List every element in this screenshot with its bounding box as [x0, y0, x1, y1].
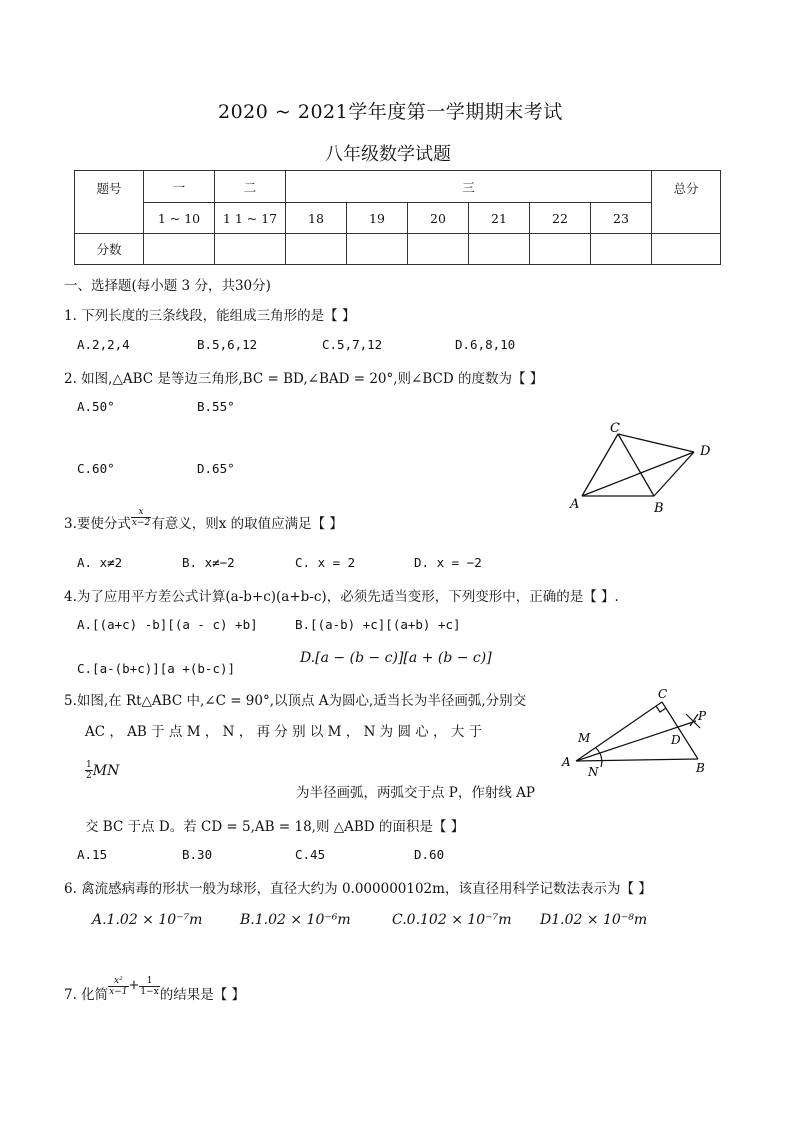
- range-11-17: 1 1 ~ 17: [215, 203, 286, 234]
- exam-title: 2020 ~ 2021学年度第一学期期末考试: [218, 101, 563, 123]
- q-22: 22: [530, 203, 591, 234]
- score-cell[interactable]: [469, 234, 530, 265]
- q-18: 18: [286, 203, 347, 234]
- q3-suffix: 有意义，则x 的取值应满足【 】: [151, 516, 343, 532]
- score-cell[interactable]: [408, 234, 469, 265]
- q5-figure: [558, 684, 718, 780]
- q6-option-b: B.1.02 × 10⁻⁶m: [240, 912, 351, 928]
- q1-option-b: B.5,6,12: [197, 337, 258, 352]
- q2-label-d: D: [700, 444, 711, 459]
- q5-label-d: D: [671, 733, 681, 747]
- q6-option-c: C.0.102 × 10⁻⁷m: [392, 912, 512, 928]
- score-cell[interactable]: [652, 234, 721, 265]
- q3-option-a: A. x≠2: [77, 555, 123, 570]
- score-cell[interactable]: [347, 234, 408, 265]
- q1-option-a: A.2,2,4: [77, 337, 130, 352]
- q5-label-c: C: [658, 687, 668, 701]
- exam-subtitle: 八年级数学试题: [325, 144, 451, 165]
- q6-option-a: A.1.02 × 10⁻⁷m: [92, 912, 203, 928]
- range-1-10: 1 ~ 10: [144, 203, 215, 234]
- q-20: 20: [408, 203, 469, 234]
- q7-suffix: 的结果是【 】: [159, 987, 246, 1003]
- q-19: 19: [347, 203, 408, 234]
- q5-line3: 为半径画弧，两弧交于点 P，作射线 AP: [296, 785, 535, 801]
- q-23: 23: [591, 203, 652, 234]
- q4-option-a: A.[(a+c) -b][(a - c) +b]: [77, 617, 258, 632]
- q1-option-c: C.5,7,12: [322, 337, 383, 352]
- q3-fraction: $\frac{x}{x-2}$: [131, 507, 151, 528]
- q5-option-c: C.45: [295, 847, 326, 862]
- q3-prefix: 3.要使分式: [64, 516, 131, 532]
- q2-label-b: B: [654, 501, 664, 516]
- score-cell[interactable]: [286, 234, 347, 265]
- section-two: 二: [215, 171, 286, 203]
- q3-text: [64, 507, 343, 532]
- q2-option-d: D.65°: [197, 461, 235, 476]
- q5-line4: 交 BC 于点 D。若 CD = 5,AB = 18,则 △ABD 的面积是【 】: [85, 819, 465, 835]
- q5-line2: AC ， AB 于 点 M ， N ， 再 分 别 以 M ， N 为 圆 心 ， 大 于: [85, 724, 483, 740]
- q2-option-c: C.60°: [77, 461, 115, 476]
- q5-option-b: B.30: [182, 847, 213, 862]
- q3-option-c: C. x = 2: [295, 555, 356, 570]
- q1-option-d: D.6,8,10: [455, 337, 516, 352]
- score-cell[interactable]: [591, 234, 652, 265]
- section-one: 一: [144, 171, 215, 203]
- q4-option-c: C.[a-(b+c)][a +(b-c)]: [77, 661, 236, 676]
- q5-half: $\frac{1}{2}$: [86, 760, 92, 781]
- q6-text: 6. 禽流感病毒的形状一般为球形，直径大约为 0.000000102m，该直径用科学记数法表示为【 】: [64, 881, 652, 897]
- q3-option-b: B. x≠−2: [182, 555, 235, 570]
- q2-option-a: A.50°: [77, 399, 115, 414]
- score-label: 分数: [75, 234, 144, 265]
- q1-text: 1. 下列长度的三条线段，能组成三角形的是【 】: [64, 308, 356, 324]
- q5-label-m: M: [578, 731, 591, 745]
- q5-option-d: D.60: [414, 847, 445, 862]
- q5-label-b: B: [696, 761, 705, 775]
- q2-text: 2. 如图,△ABC 是等边三角形,BC = BD,∠BAD = 20°,则∠BCD 的度数为【 】: [64, 371, 544, 387]
- q7-fraction-2: $\frac{1}{1-x}$: [140, 976, 159, 997]
- q3-option-d: D. x = −2: [414, 555, 482, 570]
- score-cell[interactable]: [144, 234, 215, 265]
- score-cell[interactable]: [530, 234, 591, 265]
- q7-prefix: 7. 化简: [64, 987, 109, 1003]
- section-heading: 一、选择题(每小题 3 分，共30分): [64, 278, 271, 294]
- header-question-no: 题号: [75, 171, 144, 234]
- q-21: 21: [469, 203, 530, 234]
- q4-text: 4.为了应用平方差公式计算(a-b+c)(a+b-c)，必须先适当变形，下列变形中，正确的是【 】.: [64, 589, 619, 605]
- q2-label-a: A: [570, 497, 580, 512]
- q4-option-d: D.[a − (b − c)][a + (b − c)]: [300, 650, 492, 666]
- q5-option-a: A.15: [77, 847, 108, 862]
- section-three: 三: [286, 171, 652, 203]
- q7-plus: +: [128, 978, 140, 993]
- q2-option-b: B.55°: [197, 399, 235, 414]
- q5-line1: 5.如图,在 Rt△ABC 中,∠C = 90°,以顶点 A为圆心,适当长为半径画弧,分别交: [64, 693, 527, 709]
- score-table: [74, 170, 721, 265]
- q2-label-c: C: [610, 421, 620, 436]
- q2-figure: [562, 418, 722, 518]
- q5-label-p: P: [698, 709, 707, 723]
- q7-text: [64, 978, 245, 1003]
- score-cell[interactable]: [215, 234, 286, 265]
- header-total: 总分: [652, 171, 721, 234]
- q5-half-mn: $\frac{1}{2}$ MN: [86, 760, 120, 781]
- q4-option-b: B.[(a-b) +c][(a+b) +c]: [295, 617, 461, 632]
- q6-option-d: D1.02 × 10⁻⁸m: [540, 912, 648, 928]
- q5-label-a: A: [562, 755, 571, 769]
- q5-label-n: N: [588, 765, 599, 779]
- q7-fraction-1: $\frac{\text{x²}}{x-1}$: [109, 976, 128, 997]
